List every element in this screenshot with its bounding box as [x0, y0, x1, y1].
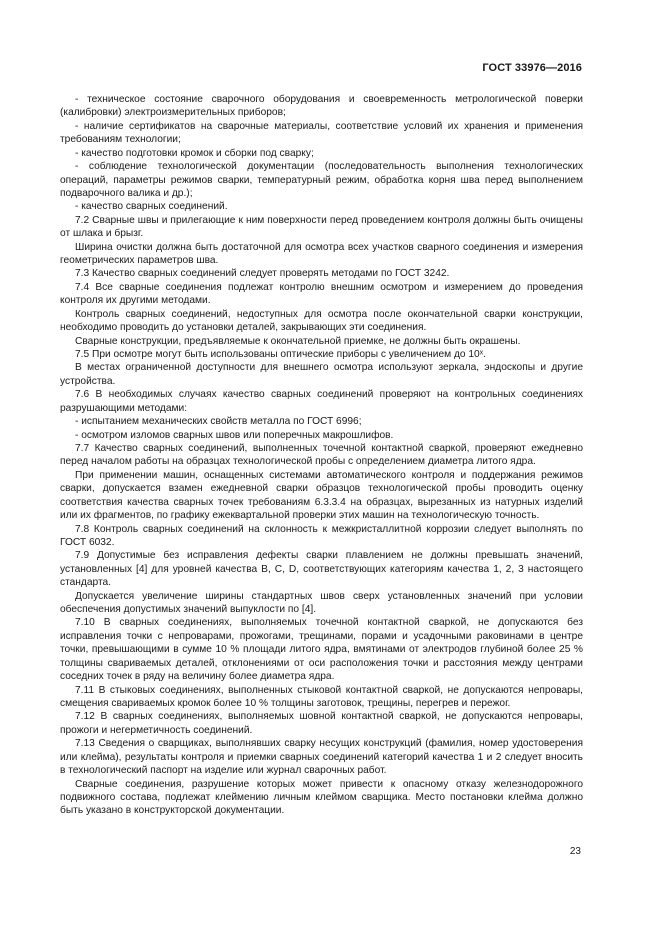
document-header: ГОСТ 33976—2016: [482, 62, 582, 74]
paragraph: Ширина очистки должна быть достаточной для осмотра всех участков сварного соединения и измерения геометрических параметров шва.: [60, 241, 583, 267]
clause-7-7: 7.7 Качество сварных соединений, выполненных точечной контактной сваркой, проверяют ежедневно перед началом работы на образцах технологической пробы с определением диаметра литого ядра.: [60, 442, 583, 468]
clause-7-9: 7.9 Допустимые без исправления дефекты сварки плавлением не должны превышать значений, установленных [4] для уровней качества В, С, D, соответствующих категориям качества 1, 2, 3 настоящего стандарта.: [60, 550, 583, 589]
paragraph: Сварные соединения, разрушение которых может привести к опасному отказу железнодорожного подвижного состава, подлежат клеймению личным клеймом сварщика. Место постановки клейма должно быть указано в конструкторской документации.: [60, 778, 583, 817]
list-item-weld-quality: - качество сварных соединений.: [75, 201, 228, 213]
clause-7-12: 7.12 В сварных соединениях, выполняемых шовной контактной сваркой, не допускаются непровары, прожоги и негерметичность соединений.: [60, 711, 583, 736]
document-body: [60, 93, 583, 818]
clause-7-11: 7.11 В стыковых соединениях, выполненных стыковой контактной сваркой, не допускаются непровары, смещения свариваемых кромок более 10 % толщины заготовок, трещины, перегрев и пережог.: [60, 684, 583, 709]
paragraph: Контроль сварных соединений, недоступных для осмотра после окончательной сварки конструкции, необходимо проводить до установки деталей, закрывающих эти соединения.: [60, 308, 583, 334]
list-item-equipment-state: - техническое состояние сварочного оборудования и своевременность метрологической поверки (калибровки) электроизмерительных приборов;: [60, 94, 583, 119]
clause-7-3: 7.3 Качество сварных соединений следует проверять методами по ГОСТ 3242.: [75, 268, 450, 280]
list-item-certificates: - наличие сертификатов на сварочные материалы, соответствие условий их хранения и применения требованиям технологии;: [60, 120, 583, 146]
clause-7-13: 7.13 Сведения о сварщиках, выполнявших сварку несущих конструкций (фамилия, номер удостоверения или клейма), результаты контроля и приемки сварных соединений категорий качества 1 и 2 следует вносить в технологический паспорт на изделие или журнал сварочных работ.: [60, 738, 583, 777]
clause-7-5: 7.5 При осмотре могут быть использованы оптические приборы с увеличением до 10ˣ.: [75, 349, 486, 361]
clause-7-10: 7.10 В сварных соединениях, выполняемых точечной контактной сваркой, не допускаются без исправления точки с непроварами, прожогами, трещинами, порами и усадочными раковинами в центре точки, превышающими в сумме 10 % площади литого ядра, вмятинами от электродов глубиной более 25 % толщины свариваемых деталей, отклонениями от оси расположения точки и расстояния между центрами соседних точек в ряду на величину более диаметра ядра.: [60, 617, 583, 683]
list-item: - испытанием механических свойств металла по ГОСТ 6996;: [75, 416, 362, 428]
clause-7-8: 7.8 Контроль сварных соединений на склонность к межкристаллитной коррозии следует выполнять по ГОСТ 6032.: [60, 523, 583, 548]
page-number: 23: [569, 846, 581, 857]
paragraph: Допускается увеличение ширины стандартных швов сверх установленных значений при условии обеспечения допустимых значений выпуклости по [4].: [60, 590, 583, 616]
list-item-tech-documentation: - соблюдение технологической документации (последовательность выполнения технологических операций, параметры режимов сварки, температурный режим, обработка корня шва перед выполнением подварочного валика и др.);: [60, 161, 583, 199]
paragraph: В местах ограниченной доступности для внешнего осмотра используют зеркала, эндоскопы и другие устройства.: [60, 362, 583, 387]
paragraph: Сварные конструкции, предъявляемые к окончательной приемке, не должны быть окрашены.: [75, 335, 521, 347]
clause-7-4: 7.4 Все сварные соединения подлежат контролю внешним осмотром и измерением до проведения контроля их другими методами.: [60, 281, 583, 307]
paragraph: При применении машин, оснащенных системами автоматического контроля и поддержания режимов сварки, допускается взамен ежедневной сварки образцов технологической пробы проводить оценку соответствия качества сварных точек требованиям 6.3.3.4 на образцах, вырезанных из натурных изделий или их фрагментов, по графику ежеквартальной проверки этих машин на технологическую точность.: [60, 469, 583, 522]
list-item-edge-preparation: - качество подготовки кромок и сборки под сварку;: [75, 147, 314, 159]
list-item: - осмотром изломов сварных швов или поперечных макрошлифов.: [75, 429, 394, 441]
clause-7-2: 7.2 Сварные швы и прилегающие к ним поверхности перед проведением контроля должны быть очищены от шлака и брызг.: [60, 214, 583, 240]
clause-7-6: 7.6 В необходимых случаях качество сварных соединений проверяют на контрольных соединениях разрушающими методами:: [60, 389, 583, 414]
